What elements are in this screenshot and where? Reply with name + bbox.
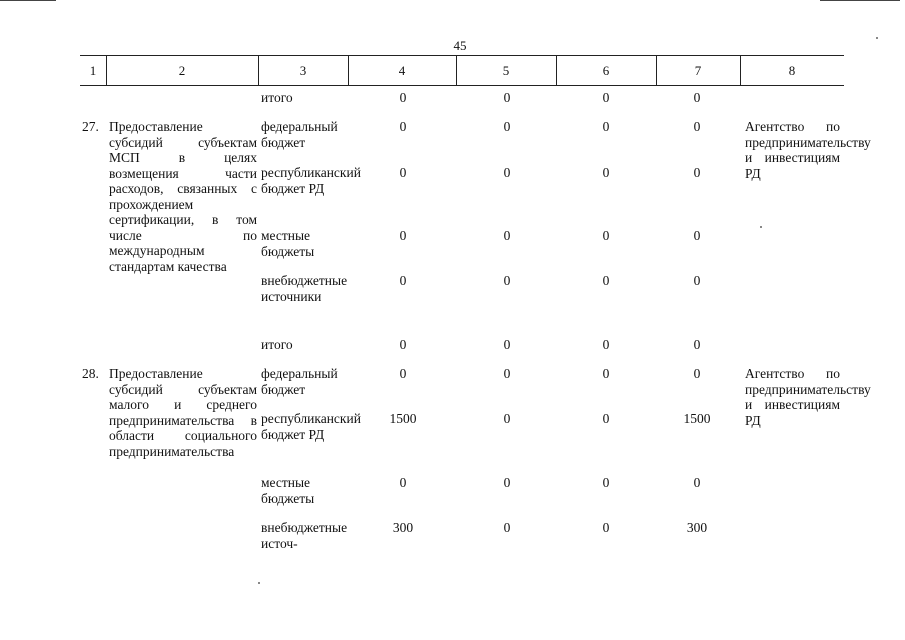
scan-speck: [876, 37, 878, 39]
value-col-7: 0: [693, 165, 701, 180]
header-col-7: 7: [694, 63, 702, 78]
scan-speck: [760, 226, 762, 228]
header-col-3: 3: [299, 63, 307, 78]
value-col-6: 0: [602, 337, 610, 352]
header-col-1: 1: [89, 63, 97, 78]
table-header: [80, 55, 844, 86]
funding-source: республиканский бюджет РД: [261, 165, 361, 196]
value-col-6: 0: [602, 411, 610, 426]
value-col-7: 0: [693, 273, 701, 288]
value-col-4: 300: [392, 520, 414, 535]
header-col-2: 2: [178, 63, 186, 78]
value-col-5: 0: [503, 366, 511, 381]
value-col-4: 0: [399, 165, 407, 180]
scan-edge-line-left: [0, 0, 56, 1]
header-col-8: 8: [788, 63, 796, 78]
value-col-7: 0: [693, 337, 701, 352]
funding-source: внебюджетные источники: [261, 273, 348, 304]
value-col-5: 0: [503, 119, 511, 134]
value-col-5: 0: [503, 337, 511, 352]
item-number: 28.: [82, 366, 99, 381]
value-col-6: 0: [602, 366, 610, 381]
value-col-4: 0: [399, 337, 407, 352]
header-col-4: 4: [398, 63, 406, 78]
value-col-7: 0: [693, 475, 701, 490]
scan-edge-line-right: [820, 0, 900, 1]
value-col-7: 0: [693, 366, 701, 381]
scan-speck: [258, 582, 260, 584]
value-col-7: 300: [686, 520, 708, 535]
header-col-6: 6: [602, 63, 610, 78]
value-col-4: 0: [399, 273, 407, 288]
value-col-4: 0: [399, 475, 407, 490]
value-col-7: 0: [693, 228, 701, 243]
value-col-7: 0: [693, 90, 701, 105]
funding-source: местные бюджеты: [261, 475, 315, 506]
value-col-5: 0: [503, 475, 511, 490]
value-col-6: 0: [602, 165, 610, 180]
value-col-7: 0: [693, 119, 701, 134]
header-col-5: 5: [502, 63, 510, 78]
value-col-6: 0: [602, 475, 610, 490]
funding-source: федеральный бюджет: [261, 119, 338, 150]
value-col-4: 0: [399, 119, 407, 134]
value-col-7: 1500: [683, 411, 711, 426]
value-col-5: 0: [503, 165, 511, 180]
value-col-6: 0: [602, 520, 610, 535]
value-col-6: 0: [602, 90, 610, 105]
value-col-4: 0: [399, 366, 407, 381]
source-label: итого: [261, 90, 293, 105]
funding-source: итого: [261, 337, 293, 352]
responsible-agency: Агентство по предпринимательству и инвестициям РД: [745, 119, 871, 181]
value-col-5: 0: [503, 90, 511, 105]
value-col-5: 0: [503, 411, 511, 426]
value-col-4: 1500: [389, 411, 417, 426]
value-col-5: 0: [503, 228, 511, 243]
funding-source: республиканский бюджет РД: [261, 411, 361, 442]
responsible-agency: Агентство по предпринимательству и инвестициям РД: [745, 366, 871, 428]
funding-source: внебюджетные источ-: [261, 520, 348, 551]
funding-source: федеральный бюджет: [261, 366, 338, 397]
value-col-4: 0: [399, 90, 407, 105]
item-description: Предоставление субсидий субъектам малого и среднего предпринимательства в области социального предпринимательства: [109, 366, 257, 459]
value-col-6: 0: [602, 273, 610, 288]
item-number: 27.: [82, 119, 99, 134]
value-col-4: 0: [399, 228, 407, 243]
value-col-5: 0: [503, 520, 511, 535]
funding-source: местные бюджеты: [261, 228, 315, 259]
value-col-5: 0: [503, 273, 511, 288]
value-col-6: 0: [602, 119, 610, 134]
value-col-6: 0: [602, 228, 610, 243]
page-number: 45: [453, 38, 467, 53]
item-description: Предоставление субсидий субъектам МСП в целях возмещения части расходов, связанных с прохождением сертификации, в том числе по международным стандартам качества: [109, 119, 257, 274]
